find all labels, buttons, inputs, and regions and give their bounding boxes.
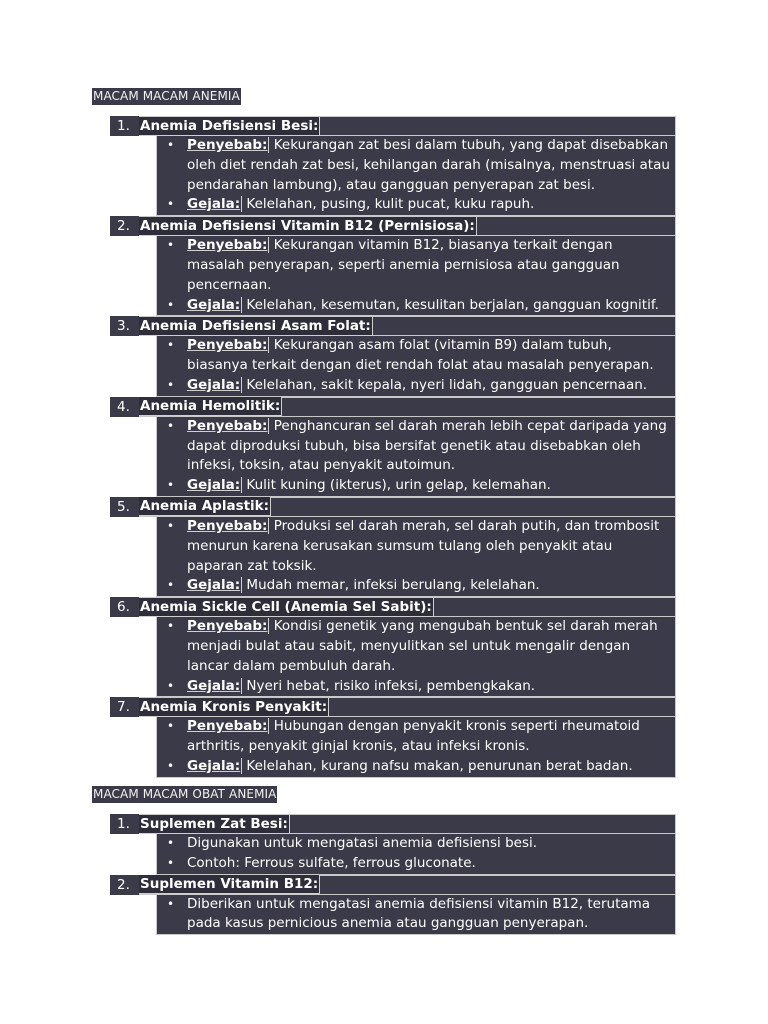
list-number bbox=[110, 814, 139, 834]
list-number-text: 2. bbox=[117, 876, 130, 893]
list-number bbox=[110, 697, 139, 717]
bullet-item bbox=[157, 376, 675, 396]
bullet-label: Penyebab: bbox=[187, 618, 268, 635]
bullet-text: Kekurangan zat besi dalam tubuh, yang dapat disebabkan oleh diet rendah zat besi, kehilangan darah (misalnya, menstruasi atau pendarahan lambung), atau gangguan penyerapan zat besi. bbox=[187, 137, 670, 193]
list-title-cell bbox=[139, 116, 676, 136]
bullet-label: Penyebab: bbox=[187, 417, 268, 434]
bullet-list bbox=[156, 136, 676, 216]
list-title-cell bbox=[139, 875, 676, 895]
bullet-label: Penyebab: bbox=[187, 718, 268, 735]
list-title-cell bbox=[139, 814, 676, 834]
bullet-list bbox=[156, 895, 676, 936]
bullet-text: Hubungan dengan penyakit kronis seperti rheumatoid arthritis, penyakit ginjal kronis, atau infeksi kronis. bbox=[187, 718, 640, 755]
bullet-item bbox=[157, 617, 675, 676]
bullet-text: Mudah memar, infeksi berulang, kelelahan. bbox=[242, 577, 540, 594]
list-number-text: 2. bbox=[117, 218, 130, 235]
bullet-list bbox=[156, 717, 676, 777]
list-item-header bbox=[110, 116, 676, 136]
list-number bbox=[110, 597, 139, 617]
bullet-list bbox=[156, 517, 676, 597]
bullet-text: Kulit kuning (ikterus), urin gelap, kelemahan. bbox=[242, 477, 551, 494]
bullet-item bbox=[157, 677, 675, 697]
list-number bbox=[110, 216, 139, 236]
bullet-item bbox=[157, 236, 675, 295]
bullet-item bbox=[157, 417, 675, 476]
bullet-list bbox=[156, 834, 676, 875]
list-title-cell bbox=[139, 397, 676, 417]
bullet-item bbox=[157, 296, 675, 316]
bullet-text: Diberikan untuk mengatasi anemia defisiensi vitamin B12, terutama pada kasus pernicious anemia atau gangguan penyerapan. bbox=[187, 895, 651, 932]
list-item-title: Anemia Aplastik: bbox=[140, 498, 270, 515]
bullet-text: Kelelahan, sakit kepala, nyeri lidah, gangguan pencernaan. bbox=[242, 376, 648, 393]
bullet-item bbox=[157, 336, 675, 376]
bullet-text: Kondisi genetik yang mengubah bentuk sel darah merah menjadi bulat atau sabit, menyulitkan sel untuk mengalir dengan lancar dalam pembuluh darah. bbox=[187, 618, 658, 674]
bullet-label: Gejala: bbox=[187, 757, 241, 774]
list-item-title: Anemia Defisiensi Asam Folat: bbox=[140, 317, 371, 334]
list-item-title: Suplemen Zat Besi: bbox=[140, 815, 288, 832]
section-heading: MACAM MACAM OBAT ANEMIA bbox=[93, 787, 277, 801]
list-number bbox=[110, 116, 139, 136]
bullet-label: Penyebab: bbox=[187, 337, 268, 354]
numbered-list bbox=[110, 814, 676, 935]
bullet-list bbox=[156, 417, 676, 497]
list-item-header bbox=[110, 216, 676, 236]
list-item-title: Suplemen Vitamin B12: bbox=[140, 876, 319, 893]
bullet-item bbox=[157, 136, 675, 195]
bullet-list bbox=[156, 617, 676, 697]
bullet-item bbox=[157, 517, 675, 576]
list-title-cell bbox=[139, 216, 676, 236]
list-number-text: 1. bbox=[117, 118, 130, 134]
bullet-list bbox=[156, 336, 676, 396]
bullet-label: Gejala: bbox=[187, 296, 241, 313]
bullet-text: Kekurangan asam folat (vitamin B9) dalam tubuh, biasanya terkait dengan diet rendah folat atau masalah penyerapan. bbox=[187, 337, 654, 374]
bullet-list bbox=[156, 236, 676, 316]
list-number-text: 5. bbox=[117, 498, 130, 515]
bullet-item bbox=[157, 895, 675, 935]
bullet-text: Kekurangan vitamin B12, biasanya terkait dengan masalah penyerapan, seperti anemia pernisiosa atau gangguan pencernaan. bbox=[187, 237, 620, 293]
list-title-cell bbox=[139, 697, 676, 717]
bullet-label: Gejala: bbox=[187, 196, 241, 213]
bullet-label: Penyebab: bbox=[187, 137, 268, 153]
list-item-title: Anemia Defisiensi Vitamin B12 (Pernisiosa): bbox=[140, 217, 475, 234]
bullet-item bbox=[157, 834, 675, 854]
list-item-title: Anemia Kronis Penyakit: bbox=[140, 698, 328, 715]
list-title-cell bbox=[139, 316, 676, 336]
list-number bbox=[110, 497, 139, 517]
list-number-text: 3. bbox=[117, 318, 130, 335]
list-item-header bbox=[110, 397, 676, 417]
list-item-title: Anemia Defisiensi Besi: bbox=[140, 117, 319, 134]
list-number bbox=[110, 875, 139, 895]
bullet-label: Gejala: bbox=[187, 376, 241, 393]
bullet-item bbox=[157, 854, 675, 874]
bullet-text: Penghancuran sel darah merah lebih cepat daripada yang dapat diproduksi tubuh, bisa bersifat genetik atau disebabkan oleh infeksi, toksin, atau penyakit autoimun. bbox=[187, 417, 667, 474]
list-number-text: 1. bbox=[117, 816, 130, 832]
list-title-cell bbox=[139, 597, 676, 617]
bullet-item bbox=[157, 576, 675, 596]
bullet-label: Penyebab: bbox=[187, 237, 268, 254]
list-number bbox=[110, 316, 139, 336]
bullet-text: Nyeri hebat, risiko infeksi, pembengkakan. bbox=[242, 677, 536, 694]
bullet-text: Kelelahan, kurang nafsu makan, penurunan berat badan. bbox=[242, 757, 633, 774]
list-item-title: Anemia Hemolitik: bbox=[140, 398, 281, 415]
bullet-item bbox=[157, 717, 675, 757]
list-item-title: Anemia Sickle Cell (Anemia Sel Sabit): bbox=[140, 598, 432, 615]
list-item-header bbox=[110, 316, 676, 336]
list-item-header bbox=[110, 697, 676, 717]
bullet-label: Gejala: bbox=[187, 477, 241, 494]
bullet-text: Kelelahan, pusing, kulit pucat, kuku rapuh. bbox=[242, 196, 535, 213]
bullet-item bbox=[157, 195, 675, 215]
list-number bbox=[110, 397, 139, 417]
bullet-text: Produksi sel darah merah, sel darah putih, dan trombosit menurun karena kerusakan sumsum tulang oleh penyakit atau paparan zat toksik. bbox=[187, 517, 660, 574]
numbered-list bbox=[110, 116, 676, 778]
bullet-item bbox=[157, 476, 675, 496]
bullet-text: Kelelahan, kesemutan, kesulitan berjalan, gangguan kognitif. bbox=[242, 296, 659, 313]
bullet-item bbox=[157, 757, 675, 777]
list-number-text: 4. bbox=[117, 398, 130, 415]
bullet-label: Gejala: bbox=[187, 577, 241, 594]
list-title-cell bbox=[139, 497, 676, 517]
list-number-text: 6. bbox=[117, 599, 130, 616]
section-heading: MACAM MACAM ANEMIA bbox=[93, 89, 240, 103]
list-item-header bbox=[110, 497, 676, 517]
list-item-header bbox=[110, 814, 676, 834]
bullet-text: Contoh: Ferrous sulfate, ferrous gluconate. bbox=[187, 854, 476, 871]
list-number-text: 7. bbox=[117, 699, 130, 716]
list-item-header bbox=[110, 597, 676, 617]
list-item-header bbox=[110, 875, 676, 895]
bullet-label: Penyebab: bbox=[187, 517, 268, 534]
bullet-text: Digunakan untuk mengatasi anemia defisiensi besi. bbox=[187, 835, 538, 851]
bullet-label: Gejala: bbox=[187, 677, 241, 694]
